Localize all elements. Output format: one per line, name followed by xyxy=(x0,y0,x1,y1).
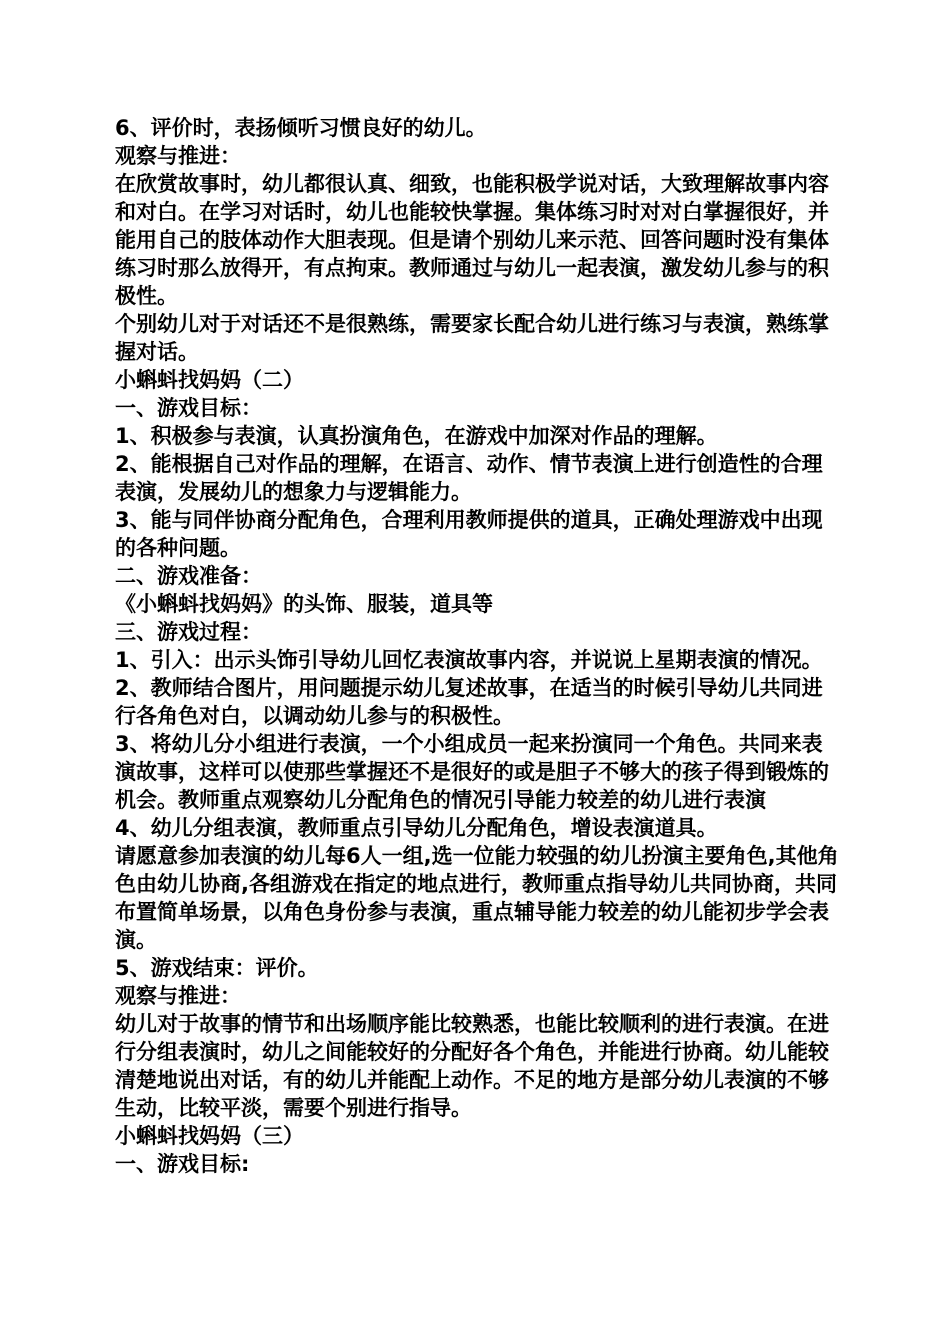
goal-item-1: 1、积极参与表演，认真扮演角色，在游戏中加深对作品的理解。 xyxy=(115,424,718,448)
section-title-part-2: 小蝌蚪找妈妈（二） xyxy=(115,368,304,392)
line-evaluation-praise: 6、评价时，表扬倾听习惯良好的幼儿。 xyxy=(115,116,487,140)
goal-item-2: 2、能根据自己对作品的理解，在语言、动作、情节表演上进行创造性的合理表演，发展幼儿的想象力与逻辑能力。 xyxy=(115,452,823,504)
section-title-part-3: 小蝌蚪找妈妈（三） xyxy=(115,1124,304,1148)
process-step-3: 3、将幼儿分小组进行表演，一个小组成员一起来扮演同一个角色。共同来表演故事，这样可以使那些掌握还不是很好的或是胆子不够大的孩子得到锻炼的机会。教师重点观察幼儿分配角色的情况引导能力较差的幼儿进行表演 xyxy=(115,732,829,812)
heading-game-goals-2: 一、游戏目标： xyxy=(115,396,262,420)
paragraph-observation-1: 在欣赏故事时，幼儿都很认真、细致，也能积极学说对话，大致理解故事内容和对白。在学习对话时，幼儿也能较快掌握。集体练习时对对白掌握很好，并能用自己的肢体动作大胆表现。但是请个别幼儿来示范、回答问题时没有集体练习时那么放得开，有点拘束。教师通过与幼儿一起表演，激发幼儿参与的积极性。 xyxy=(115,172,829,308)
process-step-1: 1、引入：出示头饰引导幼儿回忆表演故事内容，并说说上星期表演的情况。 xyxy=(115,648,823,672)
paragraph-observation-2: 个别幼儿对于对话还不是很熟练，需要家长配合幼儿进行练习与表演，熟练掌握对话。 xyxy=(115,312,829,364)
process-step-2: 2、教师结合图片，用问题提示幼儿复述故事，在适当的时候引导幼儿共同进行各角色对白，以调动幼儿参与的积极性。 xyxy=(115,676,823,728)
heading-observation-2: 观察与推进： xyxy=(115,984,241,1008)
heading-game-process: 三、游戏过程： xyxy=(115,620,262,644)
process-step-4-detail: 请愿意参加表演的幼儿每6人一组,选一位能力较强的幼儿扮演主要角色,其他角色由幼儿协商,各组游戏在指定的地点进行，教师重点指导幼儿共同协商，共同布置简单场景，以角色身份参与表演，重点辅导能力较差的幼儿能初步学会表演。 xyxy=(115,844,839,952)
document-body xyxy=(115,114,840,1178)
heading-game-goals-3: 一、游戏目标: xyxy=(115,1152,250,1176)
paragraph-observation-3: 幼儿对于故事的情节和出场顺序能比较熟悉，也能比较顺利的进行表演。在进行分组表演时，幼儿之间能较好的分配好各个角色，并能进行协商。幼儿能较清楚地说出对话，有的幼儿并能配上动作。不足的地方是部分幼儿表演的不够生动，比较平淡，需要个别进行指导。 xyxy=(115,1012,829,1120)
process-step-4: 4、幼儿分组表演，教师重点引导幼儿分配角色，增设表演道具。 xyxy=(115,816,718,840)
process-step-5: 5、游戏结束：评价。 xyxy=(115,956,319,980)
heading-observation-1: 观察与推进： xyxy=(115,144,241,168)
goal-item-3: 3、能与同伴协商分配角色，合理利用教师提供的道具，正确处理游戏中出现的各种问题。 xyxy=(115,508,823,560)
preparation-text: 《小蝌蚪找妈妈》的头饰、服装，道具等 xyxy=(115,592,493,616)
heading-game-preparation: 二、游戏准备： xyxy=(115,564,262,588)
